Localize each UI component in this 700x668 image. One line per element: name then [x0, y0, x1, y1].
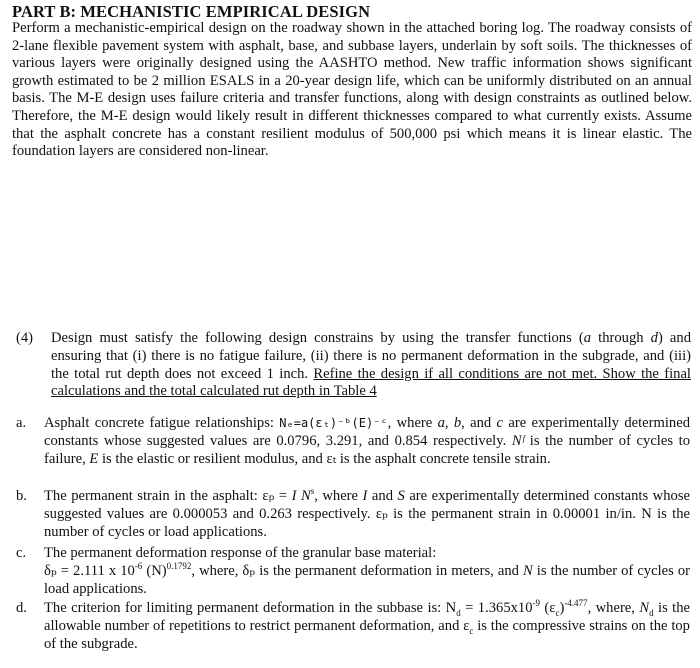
- underlined-instruction: Refine the design if all conditions are not met. Show the final calculations and the total calculated rut depth in Table 4: [51, 365, 691, 400]
- variable: N: [523, 562, 533, 579]
- text-part: The permanent strain in the asphalt: εₚ =: [44, 488, 292, 504]
- text-part: The criterion for limiting permanent deformation in the subbase is: N: [44, 600, 457, 616]
- subscript: c: [555, 607, 560, 618]
- text-part: , where: [314, 488, 363, 504]
- text-part: The permanent deformation response of the granular base material:: [44, 545, 437, 561]
- variable: E: [89, 450, 99, 467]
- superscript: 0.1792: [166, 560, 192, 571]
- list-label: b.: [16, 488, 27, 504]
- text-part: δₚ = 2.111 x 10: [44, 562, 135, 579]
- text-part: = 1.365x10: [460, 600, 533, 616]
- text-part: is the number of cycles or load applications.: [44, 562, 690, 597]
- section-heading: PART B: MECHANISTIC EMPIRICAL DESIGN: [12, 2, 371, 21]
- subscript: c: [469, 625, 474, 636]
- item-text-part: through: [591, 330, 651, 346]
- item-text-part: Design must satisfy the following design constrains by using the transfer functions (: [51, 330, 584, 346]
- list-label: a.: [16, 415, 27, 431]
- text-part: Asphalt concrete fatigue relationships:: [44, 415, 280, 431]
- list-text: [44, 488, 690, 541]
- fatigue-formula: Nₑ=a(εₜ)⁻ᵇ(E)⁻ᶜ: [279, 416, 388, 430]
- variable: a: [437, 415, 445, 431]
- text-part: is the elastic or resilient modulus, and εₜ is the asphalt concrete tensile strain.: [98, 450, 551, 467]
- superscript: s: [310, 486, 315, 497]
- item-text-italic: a: [583, 330, 592, 346]
- list-label: c.: [16, 545, 27, 561]
- variable: b: [453, 415, 462, 431]
- variable: S: [397, 488, 405, 504]
- subscript: d: [649, 607, 654, 618]
- text-part: , where, δₚ is the permanent deformation in meters, and: [191, 562, 524, 579]
- text-part: is the allowable number of repetitions to restrict permanent deformation, and ε: [44, 600, 690, 634]
- text-part: and: [367, 488, 398, 504]
- text-part: , and: [461, 415, 497, 431]
- variable: Nᶠ: [511, 432, 525, 449]
- superscript: -6: [134, 560, 143, 571]
- variable: I: [362, 488, 368, 504]
- text-part: (N): [142, 562, 167, 579]
- item-text-italic: d: [650, 330, 658, 346]
- variable: N: [639, 600, 650, 616]
- intro-paragraph: Perform a mechanistic-empirical design on the roadway shown in the attached boring log. The roadway consists of 2-lane flexible pavement system with asphalt, base, and subbase layers, underlain by soft soils. The thicknesses of various layers were originally designed using the AASHTO method. New traffic information shows significant growth estimated to be 2 million ESALS in a 20-year design life, which can be uniformly distributed on an annual basis. The M-E design uses failure criteria and transfer functions, along with design constraints as outlined below. Therefore, the M-E design would likely result in different thicknesses compared to what currently exists. Assume that the asphalt concrete has a constant resilient modulus of 500,000 psi which means it is linear elastic. The foundation layers are considered non-linear.: [12, 20, 692, 160]
- item-text: [51, 330, 691, 401]
- text-part: , where,: [587, 600, 640, 616]
- text-part: is the number of cycles to failure,: [44, 432, 690, 467]
- item-number: (4): [16, 330, 34, 346]
- list-label: d.: [16, 600, 27, 616]
- text-part: ): [559, 600, 565, 616]
- list-text: [44, 600, 690, 653]
- text-part: are experimentally determined constants whose suggested values are 0.0796, 3.291, and 0.854 respectively.: [44, 415, 690, 449]
- list-text: [44, 415, 690, 468]
- text-part: , where: [387, 415, 438, 431]
- superscript: -9: [532, 598, 541, 609]
- superscript: -4.477: [564, 598, 588, 609]
- list-text: [44, 545, 690, 598]
- text-part: (ε: [540, 600, 556, 616]
- text-part: ,: [444, 415, 454, 431]
- item-text-part: ) and ensuring that (i) there is no fatigue failure, (ii) there is no permanent deformation in the subgrade, and (iii) the total rut depth does not exceed 1 inch.: [51, 330, 692, 382]
- variable: I N: [291, 488, 311, 504]
- text-part: are experimentally determined constants whose suggested values are 0.000053 and 0.263 respectively. εₚ is the permanent strain in 0.00001 in/in. N is the number of cycles or load applications.: [44, 488, 690, 540]
- text-part: is the compressive strains on the top of the subgrade.: [44, 617, 690, 652]
- subscript: d: [456, 607, 461, 618]
- variable: c: [496, 415, 504, 431]
